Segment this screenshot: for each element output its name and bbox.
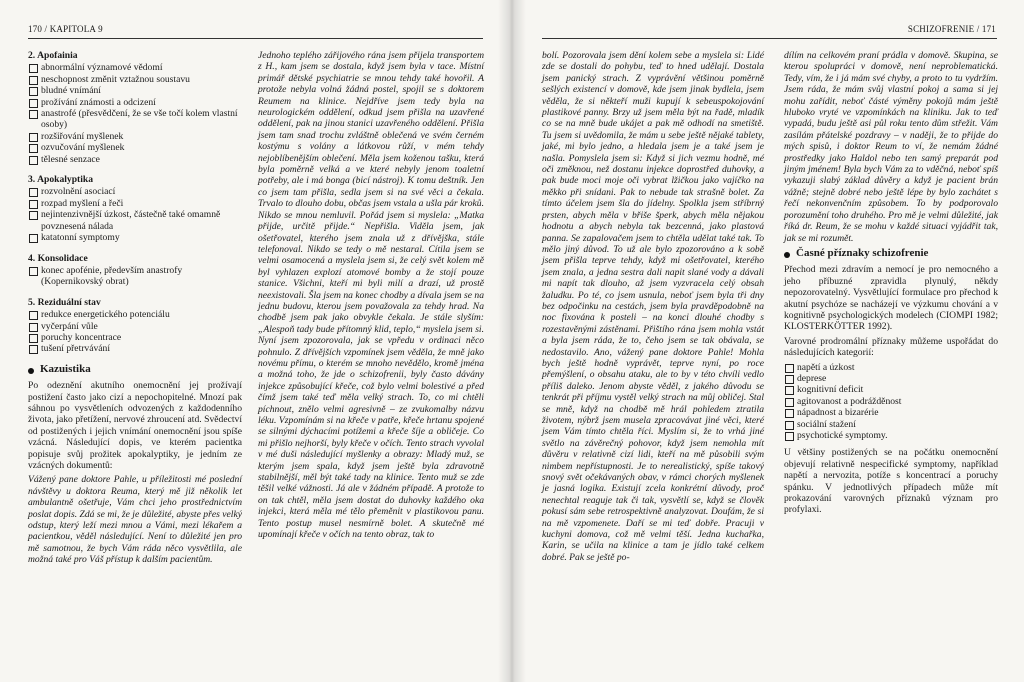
letter-ending: dílím na celkovém praní prádla v domově. Skupina, se kterou spolupráci v domově, není neproblematická. Tedy, vím, že i já mám své chyby, a proto to tu vydržím. Jsem ráda, že mám svůj vlastní pokoj a sama si jej mohu zařídit, neboť částé výměny pokojů mám ještě hluboko vryté ve vzpomínkách na kliniku. Jak to teď vypadá, budu ještě asi půl roku tento dům střežit. Vám zasílám přátelské pozdravy – v naději, že to přijde do mých spisů, i doktor Reum to ví, že nemám žádné prostředky jako Haldol nebo ten samý preparát pod jiným jménem! Byla bych Vám za to vděčná, neboť spíš vykazuji slabý základ důvěry a když je pacient brán vážně; stejně dobré nebo ještě lépe by bylo zachátet s řečí nekonvenčním způsobem. To by podporovalo porozumění toho druhého. Pro mě je velmi důležité, jak říká dr. Reum, že se mohu v každé situaci vyjádřit tak, jak se mi rozumět. (784, 50, 998, 244)
checklist-item: nejintenzivnější úzkost, částečně také omamně povznesená nálada (28, 209, 242, 232)
checklist-item: prožívání známosti a odcizení (28, 97, 242, 108)
letter-continuation: Jednoho teplého zářijového rána jsem přijela transportem z H., kam jsem se dostala, když jsem byla v tace. Místní primář dětské psychiatrie se mnou tehdy také hovořil. A protože nebyla volná žádná postel, spojil se s doktorem Reumem na klinice. Nejdříve jsem tedy byla na neurologickém oddělení, odkud jsem přišla na uzavřené oddělení, pak na jinou stanici uzavřeného oddělení. Přišla jsem tam snad trochu zvláštně oblečená ve svém černém kostýmu s volány a látkovou růží, v mém tehdy nejoblíbenějším oblečení. Měla jsem koženou tašku, která byla poměrně velká a ve které nebyly jenom toaletní potřeby, ale i má bonga (bicí nástroj). K tomu deštník. Jen co jsem tam přišla, sedla jsem si na své věci a čekala. Trvalo to dlouho dobu, občas jsem vstala a ušla pár kroků. Nikdo se mnou nemluvil. Pořád jsem si myslela: „Matka přijde, určitě přijde.“ Nepřišla. Viděla jsem, jak ošetřovatel, kterého jsem znala už z dřívějška, stále telefonoval. Nikdo se tedy o mě nestaral. Cítila jsem se velmi osamocená a myslela jsem si, že celý svět kolem mě byl vyhlazen explozí atomové bomby a že stojí pouze stanice. Všichni, kteří mi byli milí a drazí, už prostě neexistovali. Šla jsem na konec chodby a dívala jsem se na jednu budovu, kterou jsem považovala za tehdy hrad. Na chodbě jsem pak jako obvykle čekala. Je stále slyším: „Alespoň tady bude přítomný klid, teplo,“ myslela jsem si. Nyní jsem zpozorovala, jak se vpředu v ordinaci něco pohnulo. Z dřívějších vzpomínek jsem věděla, že mně jako novému přímu, o kterém se mnoho nevědělo, kromě jména a možná toho, že jde o schizofrenii, byly často dávány injekce způsobující křeče, což bylo velmi bolestivé a před čímž jsem také teď měla velký strach. To, co mi chtěli píchnout, znělo velmi agresivně – ze zvukomalby názvu léku. Vzpomínám si na křeče v patře, křeče hrtanu spojené se silnými dýchacími potížemi a křeče šíje a obličeje. Co mi přišlo nejhorší, byly křeče v očích. Tento strach vyvolal v mé duši následující myšlenky a obrazy: Mladý muž, se kterým jsem spala, když jsem ještě byla zdravotně stabilnější, měl být také tady na klinice. Tento muž se zde těšil velké vážnosti. Já ale v žádném případě. A protože to on tak chtěl, měla jsem dostat do duhovky každého oka injekci, která měla mé tělo přeměnit v plastikovou panu. Tento postup musel nesmírně bolet. A skutečně mé upomínají křeče v očích na tento obraz, tak to (258, 50, 484, 541)
checklist-item: anastrofé (přesvědčení, že se vše točí kolem vlastní osoby) (28, 108, 242, 131)
checklist-item: tělesné senzace (28, 154, 242, 165)
checklist (28, 186, 242, 243)
left-header-rule (28, 38, 483, 39)
section-apofainia (28, 50, 242, 165)
checklist-item: rozpad myšlení a řeči (28, 198, 242, 209)
section-rezidualni-stav (28, 297, 242, 355)
checklist (28, 309, 242, 355)
category-item: agitovanost a podrážděnost (784, 396, 998, 407)
checklist-item: tušení přetrvávání (28, 343, 242, 354)
checklist-item: rozšiřování myšlenek (28, 131, 242, 142)
left-column-2 (258, 50, 484, 543)
right-column-1 (542, 50, 764, 566)
checklist-item: konec apofénie, především anastrofy (Kopernikovský obrat) (28, 265, 242, 288)
right-page (512, 0, 1024, 682)
category-item: sociální stažení (784, 419, 998, 430)
left-running-head: 170 / KAPITOLA 9 (28, 24, 103, 34)
category-item: napětí a úzkost (784, 362, 998, 373)
category-item: nápadnost a bizarérie (784, 407, 998, 418)
kazuistika-paragraph: Po odeznění akutního onemocnění jej prožívají postižení často jako cizí a nepochopitelné. Mnozí pak sáhnou po vysvětleních odvozených z každodenního života, jako přetížení, nervové zhroucení atd. Svědectví od postižených i jejich vnímání onemocnění jsou spíše vzácná. Následující dopis, ve kterém pacientka popisuje svůj prožitek apokalyptiky, je jedním ze vzácných dokumentů: (28, 380, 242, 471)
checklist (28, 265, 242, 288)
early-signs-paragraph-1: Přechod mezi zdravím a nemocí je pro nemocného a jeho příbuzné zpravidla plynulý, někdy nepozorovatelný. Vysvětlující formulace pro přechod k akutní psychóze se nacházejí ve výzkumu chování a v kognitivně psychologických modelech (CIOMPI 1982; KLOSTERKÖTTER 1992). (784, 264, 998, 333)
early-signs-paragraph-3: U většiny postižených se na počátku onemocnění objevují relativně nespecifické symptomy, například napětí a nervozita, potíže s koncentrací a poruchy spánku. V jednotlivých případech může mít prokazování varovných příznaků význam pro profylaxi. (784, 447, 998, 516)
checklist-item: katatonní symptomy (28, 232, 242, 243)
checklist-item: vyčerpání vůle (28, 321, 242, 332)
right-header-rule (542, 38, 997, 39)
checklist-item: neschopnost změnit vztažnou soustavu (28, 74, 242, 85)
section-konsolidace (28, 253, 242, 288)
section-title: 2. Apofainia (28, 50, 78, 61)
checklist (28, 62, 242, 165)
early-signs-heading: Časné příznaky schizofrenie (784, 248, 998, 259)
checklist-item: rozvolnění asociací (28, 186, 242, 197)
section-apokalyptika (28, 174, 242, 243)
section-title: 3. Apokalyptika (28, 174, 94, 186)
checklist-item: redukce energetického potenciálu (28, 309, 242, 320)
early-signs-paragraph-2: Varovné prodromální příznaky můžeme uspořádat do následujících kategorií: (784, 335, 998, 359)
letter-continuation: bolí. Pozorovala jsem dění kolem sebe a myslela si: Lidé zde se dostali do pohybu, teď to hned udělají. Dostala jsem panický strach. Z vyprávění většinou poměrně sešlých existencí v domově, kde jsem jinak bydlela, jsem věděla, že si někteří muži kupují k sebeuspokojování plastikové panny. Brzy už jsem měla být na řadě, mladík co se na mně bude ukájet a pak mě odhodí na smetiště. Tu jsem si uvědomila, že mám u sebe ještě nějaké tablety, jaké, mi bylo jedno, a hledala jsem je a také jsem je našla. Pomyslela jsem si: Když si jich vezmu hodně, mé oči změknou, než dostanu injekce doprostřed duhovky, a pak bude moci moje oči vybrat lžičkou jako vajíčko na měkko při snídani. Pak to nebude tak strašně bolet. Za tímto účelem jsem šla do jídelny. Spolkla jsem stříbrný prsten, abych měla v břiše šperk, abych měla nějakou hodnotu a abych nebyla tak bezcenná, jako plastová panna. Se zapalovačem jsem to chtěla udělat také tak. To mělo jiný důvod. To už ale bylo zpozorováno a k sobě jsem přišla teprve tehdy, když mi ošetřovatel, kterého jsem znala, a jedna sestra dali napit slané vody a dávali mi napít tak dlouho, až jsem vyzvracela celý obsah žaludku. Po té, co jsem usnula, neboť jsem byla tři dny bez odpočinku na cestách, jsem byla pravděpodobně na noc fixována k posteli – na konci dlouhé chodby s rozestavěnými zástěnami. Přištího rána jsem mohla vstát a byla jsem ráda, že to, čeho jsem se tak obávala, se nedostavilo. Ano, vážený pane doktore Pahle! Mohla bych ještě hodně vyprávět, teprve nyní, po roce přemýšlení, o obsahu ataku, ale to by v této chvíli vedlo příliš daleko. Jenom abyste věděl, z jakého důvodu se tenkrát při příjmu vystěl velký strach na můj obličej. Stal se mně, když na chodbě mě hrál pohledem ztratila životem, nýbrž jsem musela zpracovávat jiné věci, které jsem Vám tímto chtěla říci. Myslím si, že to vrhá jiné světlo na závěrečný pohovor, když jsem nemohla mít důvěru v relativně cizí lidi, kteří na mě působili svým nimbem nepřístupnosti. Je to nerealistický, spíše takový snový svět očekávaných obav, v rámci chorých myšlenek je jasná logika. Existují zcela konkrétní důvody, proč nenechtal reaguje tak či tak, vysvětlí se, když se člověk pokusí sám sebe retrospektivně analyzovat. Doufám, že si na mě vzpomenete. Daří se mi teď dobře. Pracuji v kuchyni domova, což mě velmi těší. Jedna kuchařka, Karin, se učila na klinice a tam je jídlo také celkem dobré. Pak se ještě po- (542, 50, 764, 563)
right-running-head: SCHIZOFRENIE / 171 (907, 24, 996, 34)
letter-paragraph: Vážený pane doktore Pahle, u příležitosti mé poslední návštěvy u doktora Reuma, který mě již několik let ambulantně ošetřuje, Vám chci jeho prostřednictvím poslat dopis. Zdá se mi, že je důležité, abyste přes velký odstup, který leží mezi mnou a Vámi, mezi lékařem a pacientkou, věděl následující. Není to důležité jen pro mě samotnou, že bych Vám ráda něco vysvětlila, ale možná také pro Váš přístup k dalším pacientům. (28, 474, 242, 566)
checklist-item: abnormální významové vědomí (28, 62, 242, 73)
kazuistika-heading: Kazuistika (28, 364, 242, 375)
category-item: deprese (784, 373, 998, 384)
category-item: psychotické symptomy. (784, 430, 998, 441)
categories-checklist (784, 362, 998, 442)
checklist-item: ozvučování myšlenek (28, 142, 242, 153)
checklist-item: poruchy koncentrace (28, 332, 242, 343)
category-item: kognitivní deficit (784, 384, 998, 395)
section-title: 4. Konsolidace (28, 252, 88, 264)
left-column-1 (28, 50, 242, 569)
checklist-item: bludné vnímání (28, 85, 242, 96)
section-title: 5. Reziduální stav (28, 296, 101, 308)
right-column-2 (784, 50, 998, 519)
